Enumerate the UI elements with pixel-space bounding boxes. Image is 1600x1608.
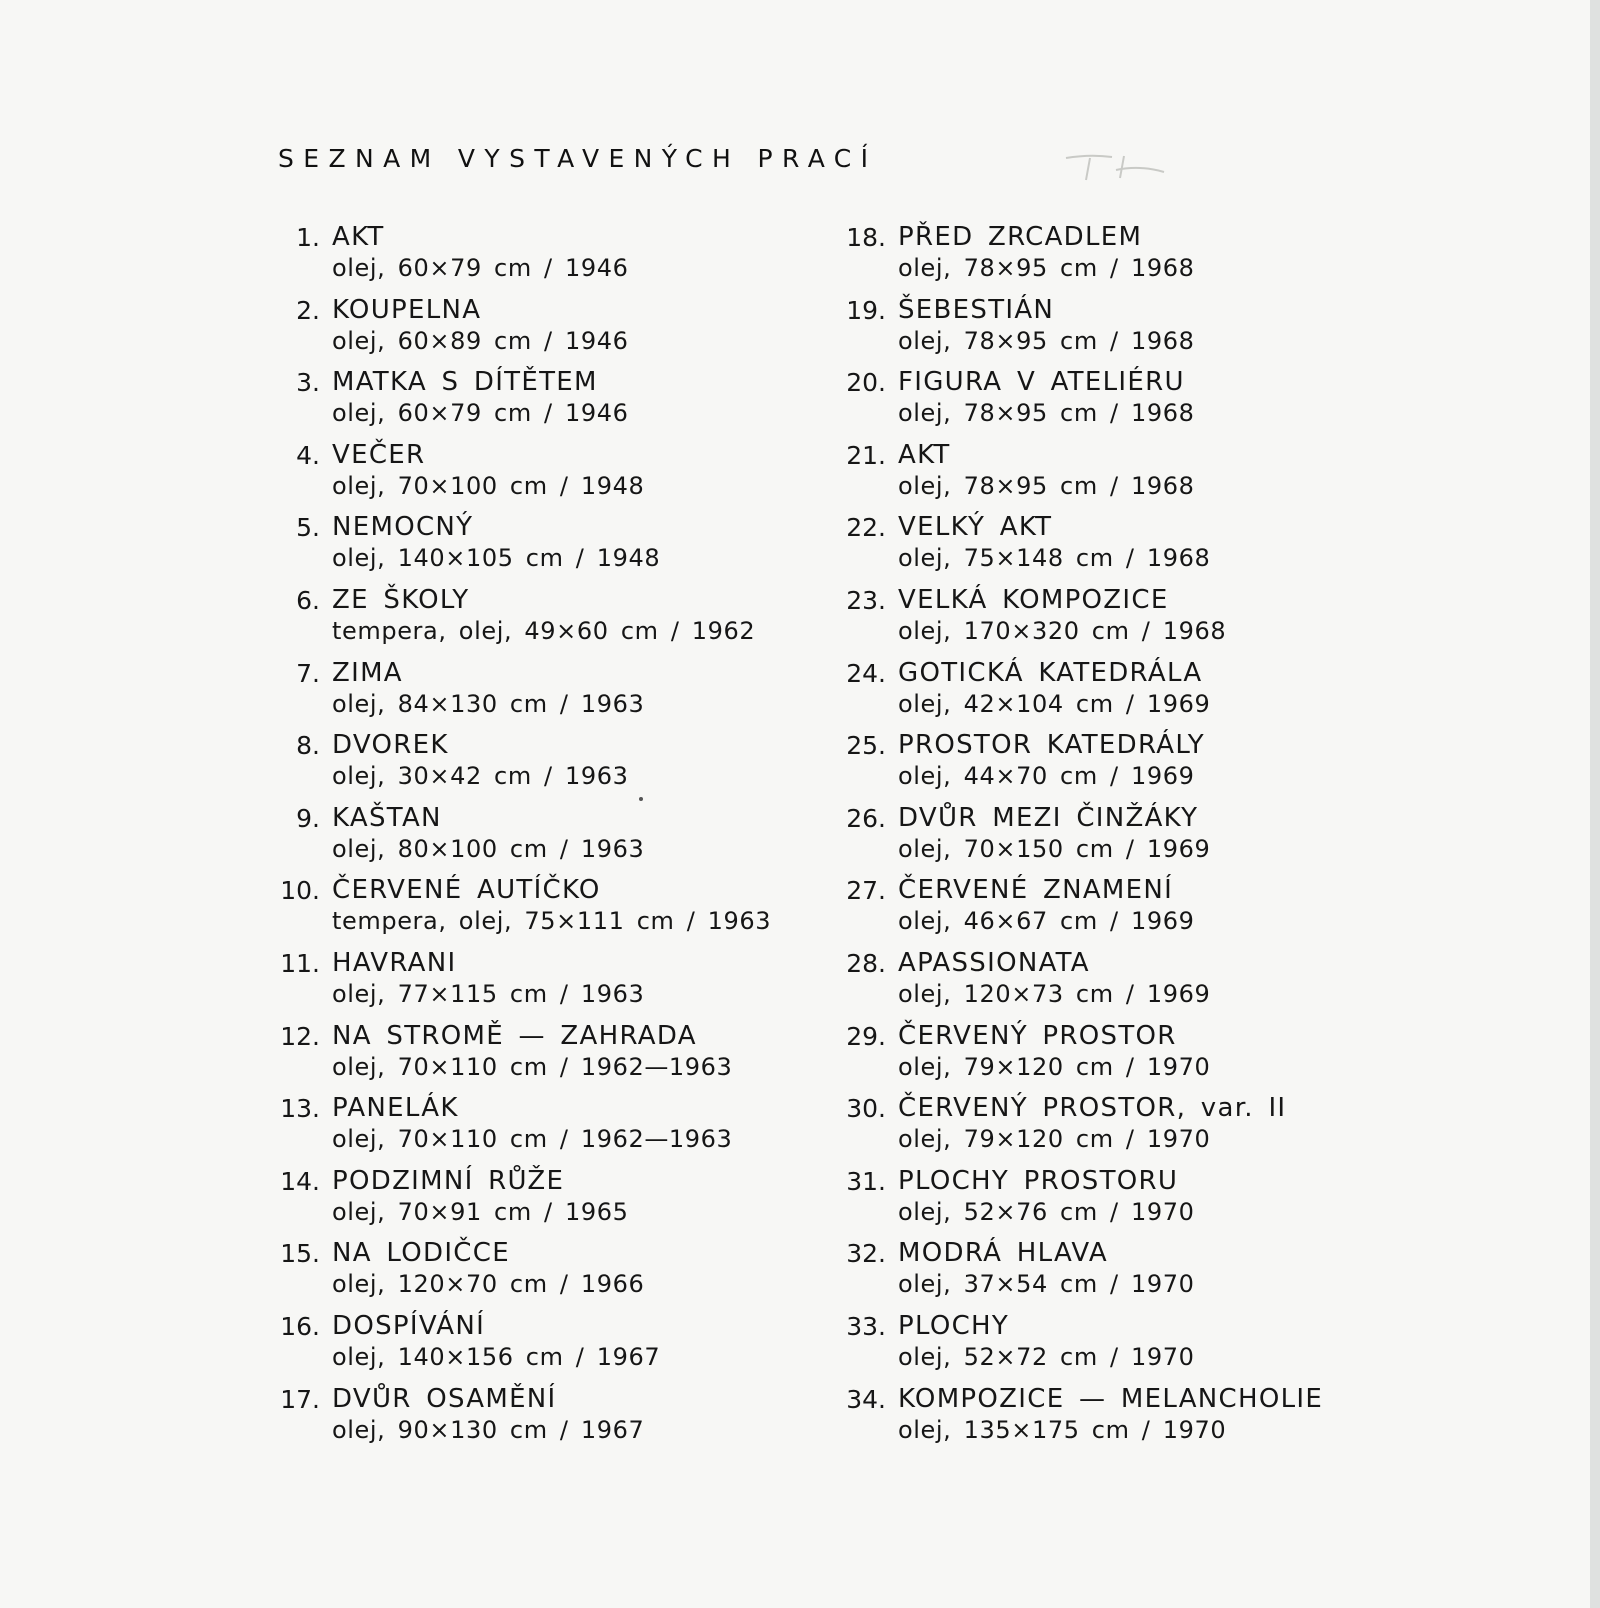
work-number: 28.: [846, 948, 886, 978]
work-description: olej, 78×95 cm / 1968: [898, 254, 1195, 282]
work-number: 19.: [846, 295, 886, 325]
work-title: VELKÁ KOMPOZICE: [898, 584, 1169, 615]
work-entry: [836, 1311, 1323, 1384]
work-description: olej, 120×73 cm / 1969: [898, 979, 1211, 1008]
work-description: olej, 30×42 cm / 1963: [332, 762, 629, 791]
work-title: ZE ŠKOLY: [332, 584, 470, 615]
work-description: olej, 140×105 cm / 1948: [332, 544, 661, 573]
work-entry: [836, 1093, 1323, 1166]
work-number: 5.: [296, 513, 320, 543]
work-entry: [270, 512, 771, 585]
work-entry: [270, 1021, 771, 1094]
work-entry: [270, 1311, 771, 1384]
work-description: olej, 78×95 cm / 1968: [898, 471, 1195, 500]
work-entry: [270, 295, 771, 368]
work-number: 11.: [280, 948, 320, 978]
work-title: DVŮR MEZI ČINŽÁKY: [898, 802, 1199, 833]
work-number: 33.: [846, 1311, 886, 1341]
work-description: olej, 79×120 cm / 1970: [898, 1125, 1211, 1154]
work-number: 14.: [280, 1166, 320, 1196]
work-description: olej, 52×76 cm / 1970: [898, 1197, 1195, 1226]
work-entry: [836, 1238, 1323, 1311]
work-description: olej, 70×91 cm / 1965: [332, 1197, 629, 1226]
work-description: olej, 70×110 cm / 1962—1963: [332, 1052, 733, 1081]
work-description: olej, 140×156 cm / 1967: [332, 1342, 661, 1371]
work-title: KOUPELNA: [332, 294, 482, 325]
work-description: tempera, olej, 75×111 cm / 1963: [332, 907, 772, 936]
work-description: olej, 70×110 cm / 1962—1963: [332, 1125, 733, 1154]
work-number: 8.: [296, 731, 320, 761]
work-number: 25.: [846, 731, 886, 761]
work-title: KAŠTAN: [332, 802, 442, 833]
work-number: 10.: [280, 876, 320, 906]
work-title: NEMOCNÝ: [332, 512, 474, 543]
work-entry: [270, 367, 771, 440]
work-title: PODZIMNÍ RŮŽE: [332, 1165, 565, 1196]
page-edge-shadow: [1590, 0, 1600, 1608]
work-title: DOSPÍVÁNÍ: [332, 1310, 486, 1341]
work-title: VELKÝ AKT: [898, 512, 1053, 543]
work-entry: [836, 1166, 1323, 1239]
work-entry: [836, 222, 1323, 295]
work-entry: [270, 1166, 771, 1239]
work-entry: [836, 803, 1323, 876]
work-title: APASSIONATA: [898, 947, 1090, 978]
work-description: olej, 60×79 cm / 1946: [332, 399, 629, 428]
work-description: olej, 77×115 cm / 1963: [332, 979, 645, 1008]
work-description: olej, 135×175 cm / 1970: [898, 1415, 1227, 1444]
work-title: ŠEBESTIÁN: [898, 294, 1055, 325]
work-title: MODRÁ HLAVA: [898, 1238, 1108, 1269]
work-entry: [270, 658, 771, 731]
work-entry: [836, 1021, 1323, 1094]
work-title: ČERVENÝ PROSTOR, var. II: [898, 1093, 1287, 1124]
work-number: 23.: [846, 585, 886, 615]
work-number: 9.: [296, 803, 320, 833]
work-number: 4.: [296, 440, 320, 470]
work-title: NA LODIČCE: [332, 1238, 510, 1269]
work-title: GOTICKÁ KATEDRÁLA: [898, 657, 1203, 688]
work-title: AKT: [332, 222, 385, 252]
work-title: MATKA S DÍTĚTEM: [332, 367, 598, 398]
work-number: 22.: [846, 513, 886, 543]
work-description: olej, 44×70 cm / 1969: [898, 762, 1195, 791]
work-entry: [836, 440, 1323, 513]
work-title: NA STROMĚ — ZAHRADA: [332, 1020, 697, 1051]
work-number: 31.: [846, 1166, 886, 1196]
work-entry: [270, 440, 771, 513]
work-number: 13.: [280, 1094, 320, 1124]
work-title: DVŮR OSAMĚNÍ: [332, 1383, 557, 1414]
work-number: 20.: [846, 368, 886, 398]
work-number: 12.: [280, 1021, 320, 1051]
work-title: PLOCHY: [898, 1310, 1010, 1341]
work-entry: [270, 730, 771, 803]
work-title: ZIMA: [332, 657, 403, 688]
work-number: 24.: [846, 658, 886, 688]
work-description: olej, 42×104 cm / 1969: [898, 689, 1211, 718]
work-number: 34.: [846, 1384, 886, 1414]
work-description: olej, 80×100 cm / 1963: [332, 834, 645, 863]
work-description: tempera, olej, 49×60 cm / 1962: [332, 616, 756, 645]
work-entry: [270, 803, 771, 876]
work-description: olej, 78×95 cm / 1968: [898, 399, 1195, 428]
work-entry: [270, 948, 771, 1021]
work-description: olej, 84×130 cm / 1963: [332, 689, 645, 718]
works-list-right: [836, 222, 1323, 1456]
work-number: 15.: [280, 1239, 320, 1269]
work-title: ČERVENÝ PROSTOR: [898, 1020, 1177, 1051]
work-entry: [270, 1384, 771, 1457]
work-number: 1.: [296, 223, 320, 252]
work-number: 16.: [280, 1311, 320, 1341]
work-title: HAVRANI: [332, 947, 457, 978]
work-number: 3.: [296, 368, 320, 398]
work-title: DVOREK: [332, 730, 449, 761]
work-entry: [270, 222, 771, 295]
work-title: KOMPOZICE — MELANCHOLIE: [898, 1383, 1324, 1414]
work-description: olej, 90×130 cm / 1967: [332, 1415, 645, 1444]
work-number: 29.: [846, 1021, 886, 1051]
work-number: 26.: [846, 803, 886, 833]
work-description: olej, 70×100 cm / 1948: [332, 471, 645, 500]
work-description: olej, 37×54 cm / 1970: [898, 1270, 1195, 1299]
work-entry: [836, 875, 1323, 948]
work-description: olej, 79×120 cm / 1970: [898, 1052, 1211, 1081]
work-entry: [270, 585, 771, 658]
work-description: olej, 170×320 cm / 1968: [898, 616, 1227, 645]
work-description: olej, 75×148 cm / 1968: [898, 544, 1211, 573]
work-title: PŘED ZRCADLEM: [898, 222, 1143, 252]
ink-speck: [639, 797, 643, 801]
work-entry: [270, 875, 771, 948]
works-list-left: [270, 222, 771, 1456]
page-heading: SEZNAM VYSTAVENÝCH PRACÍ: [278, 144, 878, 173]
work-title: PANELÁK: [332, 1093, 459, 1124]
work-title: FIGURA V ATELIÉRU: [898, 367, 1185, 398]
work-description: olej, 60×89 cm / 1946: [332, 326, 629, 355]
work-title: VEČER: [332, 439, 426, 470]
work-number: 6.: [296, 585, 320, 615]
work-entry: [836, 730, 1323, 803]
work-number: 32.: [846, 1239, 886, 1269]
work-number: 18.: [846, 223, 886, 252]
work-title: PLOCHY PROSTORU: [898, 1165, 1179, 1196]
work-description: olej, 70×150 cm / 1969: [898, 834, 1211, 863]
work-title: PROSTOR KATEDRÁLY: [898, 730, 1205, 761]
work-description: olej, 46×67 cm / 1969: [898, 907, 1195, 936]
pencil-mark: [1060, 148, 1170, 184]
work-description: olej, 52×72 cm / 1970: [898, 1342, 1195, 1371]
work-entry: [836, 948, 1323, 1021]
work-entry: [836, 367, 1323, 440]
work-description: olej, 120×70 cm / 1966: [332, 1270, 645, 1299]
work-number: 27.: [846, 876, 886, 906]
work-description: olej, 60×79 cm / 1946: [332, 254, 629, 282]
work-title: ČERVENÉ AUTÍČKO: [332, 875, 601, 906]
work-number: 2.: [296, 295, 320, 325]
work-title: AKT: [898, 439, 951, 470]
work-entry: [836, 658, 1323, 731]
work-number: 17.: [280, 1384, 320, 1414]
work-entry: [270, 1093, 771, 1166]
work-entry: [836, 512, 1323, 585]
work-number: 30.: [846, 1094, 886, 1124]
work-description: olej, 78×95 cm / 1968: [898, 326, 1195, 355]
work-title: ČERVENÉ ZNAMENÍ: [898, 875, 1174, 906]
work-entry: [836, 585, 1323, 658]
work-number: 21.: [846, 440, 886, 470]
work-entry: [836, 1384, 1323, 1457]
work-entry: [836, 295, 1323, 368]
work-entry: [270, 1238, 771, 1311]
work-number: 7.: [296, 658, 320, 688]
